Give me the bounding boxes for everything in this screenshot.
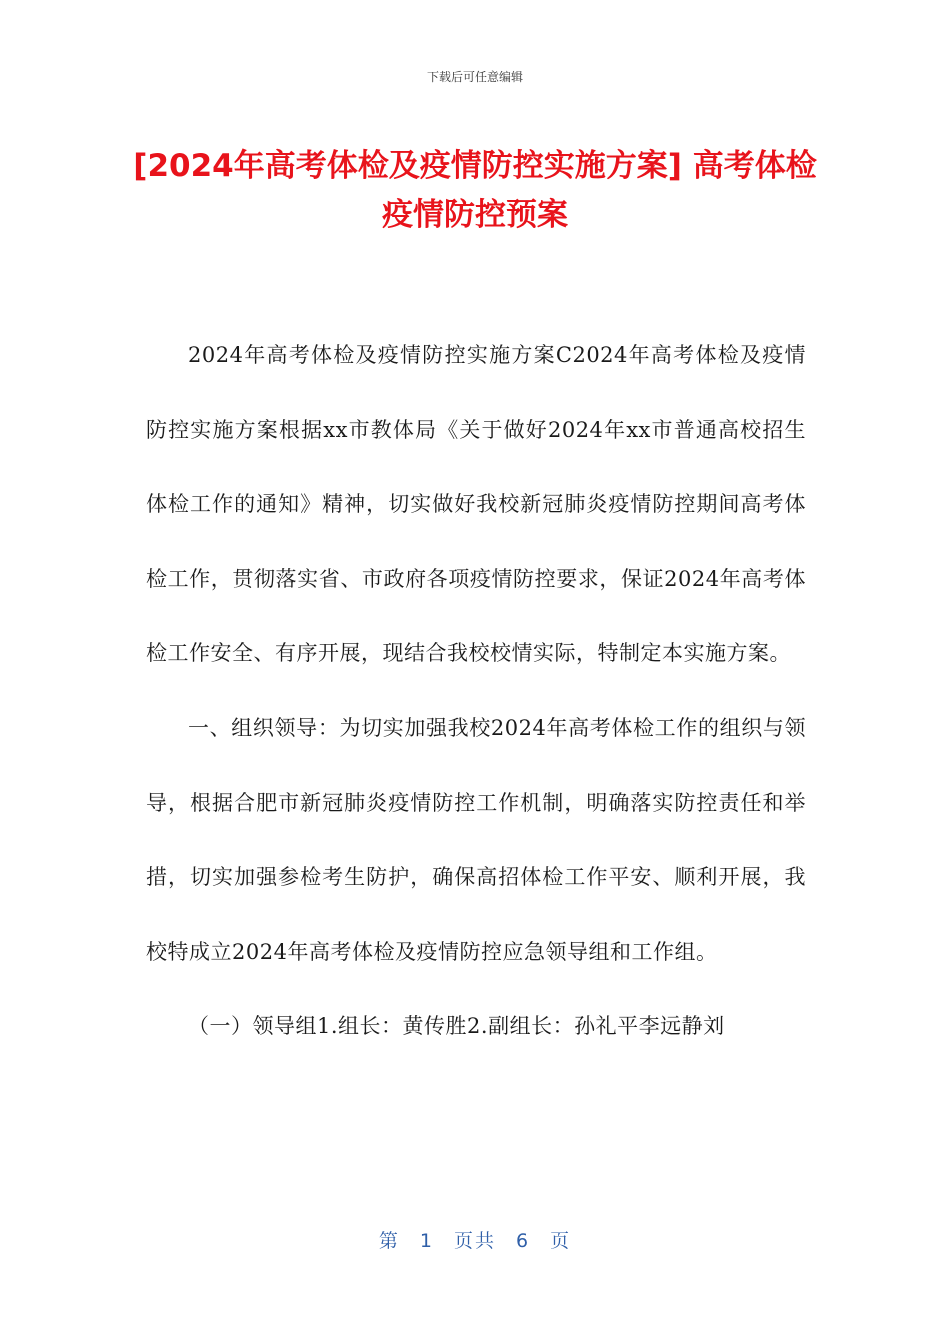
header-note: 下载后可任意编辑 [426,70,523,84]
document-title: [2024年高考体检及疫情防控实施方案] 高考体检疫情防控预案 [133,148,817,233]
paragraph-leadership-group: （一）领导组1.组长：黄传胜2.副组长：孙礼平李远静刘 [188,1014,725,1039]
page-number: 第 1 页共 6 页 [378,1230,572,1252]
paragraph-organization: 一、组织领导：为切实加强我校2024年高考体检工作的组织与领导，根据合肥市新冠肺炎疫情防控工作机制，明确落实防控责任和举措，切实加强参检考生防护，确保高招体检工作平安、顺利开展，我校特成立2024年高考体检及疫情防控应急领导组和工作组。 [146,715,806,964]
paragraph-intro: 2024年高考体检及疫情防控实施方案C2024年高考体检及疫情防控实施方案根据xx市教体局《关于做好2024年xx市普通高校招生体检工作的通知》精神，切实做好我校新冠肺炎疫情防控期间高考体检工作，贯彻落实省、市政府各项疫情防控要求，保证2024年高考体检工作安全、有序开展，现结合我校校情实际，特制定本实施方案。 [146,343,806,666]
document-body [146,318,806,1064]
